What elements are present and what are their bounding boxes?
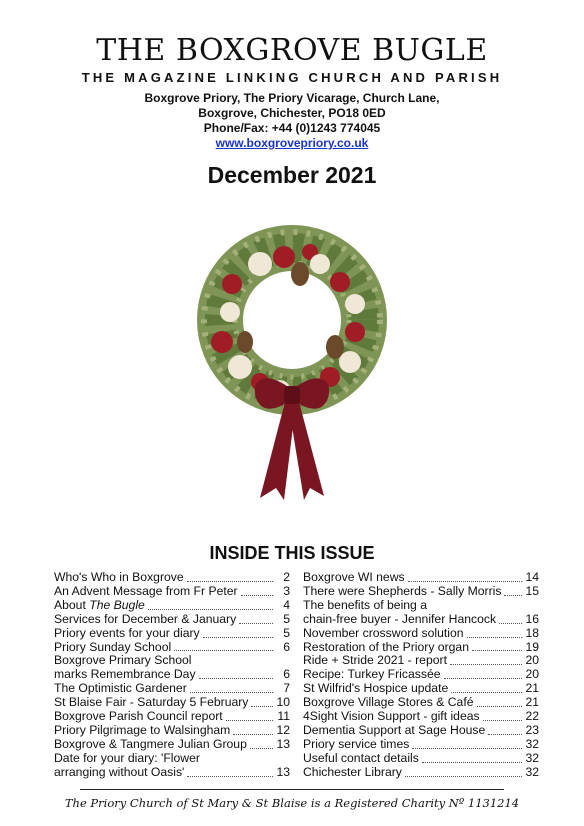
contents-page: 6 <box>283 639 290 654</box>
contents-item[interactable] <box>303 696 539 710</box>
contents-title: St Blaise Fair - Saturday 5 February <box>54 695 249 710</box>
contents-page: 4 <box>283 597 290 612</box>
contents-page: 16 <box>525 611 539 626</box>
inside-this-issue-heading: INSIDE THIS ISSUE <box>209 543 375 563</box>
contents-page: 18 <box>525 625 539 640</box>
contents-item[interactable] <box>54 571 290 585</box>
contents-title: Boxgrove Primary School <box>54 653 192 668</box>
contents-item[interactable] <box>303 766 539 780</box>
contents-item[interactable] <box>303 668 539 682</box>
charity-footer: The Priory Church of St Mary & St Blaise is a Registered Charity Nº 1131214 <box>64 796 520 810</box>
contents-page: 12 <box>276 722 290 737</box>
contents-title: Dementia Support at Sage House <box>303 722 486 737</box>
contents-item[interactable] <box>54 668 290 682</box>
contents-title: Boxgrove Parish Council report <box>54 709 223 724</box>
contents-page: 5 <box>283 611 290 626</box>
contents-item[interactable] <box>303 613 539 627</box>
contents-item[interactable] <box>303 627 539 641</box>
contents-page: 14 <box>525 570 539 584</box>
contents-title: marks Remembrance Day <box>54 667 196 682</box>
contents-page: 13 <box>276 764 290 779</box>
contents-page: 5 <box>283 625 290 640</box>
contents-title: Priory Pilgrimage to Walsingham <box>54 722 231 737</box>
contents-title: chain-free buyer - Jennifer Hancock <box>303 611 497 626</box>
contents-right-column <box>303 571 539 780</box>
address-line-1: Boxgrove Priory, The Priory Vicarage, Church Lane, <box>144 91 440 105</box>
contents-item[interactable] <box>303 585 539 599</box>
contents-title: Priory events for your diary <box>54 625 200 640</box>
contents-item[interactable] <box>54 710 290 724</box>
contents-item[interactable] <box>54 696 290 710</box>
christmas-wreath-image <box>160 212 424 512</box>
contents-page: 32 <box>525 750 539 765</box>
contents-page: 3 <box>283 583 290 598</box>
contents-title: Boxgrove Village Stores & Café <box>303 695 474 710</box>
contents-item[interactable] <box>54 585 290 599</box>
contents-title: November crossword solution <box>303 625 464 640</box>
contents-title: Who's Who in Boxgrove <box>54 570 184 584</box>
address-line-2: Boxgrove, Chichester, PO18 0ED <box>198 106 386 120</box>
contents-item[interactable] <box>303 641 539 655</box>
contents-title: 4Sight Vision Support - gift ideas <box>303 709 480 724</box>
contents-item[interactable] <box>54 641 290 655</box>
contents-item[interactable] <box>303 752 539 766</box>
contents-page: 32 <box>525 764 539 779</box>
contents-item[interactable] <box>54 627 290 641</box>
contents-title: Recipe: Turkey Fricassée <box>303 667 441 682</box>
contents-title: Boxgrove WI news <box>303 570 405 584</box>
contents-page: 21 <box>525 681 539 696</box>
contents-item[interactable] <box>303 724 539 738</box>
contents-left-column <box>54 571 290 780</box>
contents-title: Priory service times <box>303 736 410 751</box>
contents-title: Priory Sunday School <box>54 639 172 654</box>
contents-item[interactable] <box>54 613 290 627</box>
contents-page: 10 <box>276 695 290 710</box>
contents-page: 6 <box>283 667 290 682</box>
contents-title: There were Shepherds - Sally Morris <box>303 583 502 598</box>
contents-item[interactable] <box>54 654 290 668</box>
contents-page: 11 <box>277 709 290 724</box>
contents-item[interactable] <box>303 738 539 752</box>
contents-title: Date for your diary: 'Flower <box>54 750 200 765</box>
website-line <box>0 136 584 151</box>
contents-title: arranging without Oasis' <box>54 764 185 779</box>
contents-page: 20 <box>525 667 539 682</box>
contents-title: Restoration of the Priory organ <box>303 639 469 654</box>
contents-page: 32 <box>525 736 539 751</box>
contents-item[interactable] <box>303 599 539 613</box>
footer-divider <box>80 789 504 790</box>
contents-title: An Advent Message from Fr Peter <box>54 583 238 598</box>
contents-page: 19 <box>525 639 539 654</box>
contents-item[interactable] <box>303 682 539 696</box>
contents-item[interactable] <box>54 682 290 696</box>
contents-page: 21 <box>525 695 539 710</box>
masthead-tagline: THE MAGAZINE LINKING CHURCH AND PARISH <box>81 70 503 85</box>
contents-item[interactable] <box>303 654 539 668</box>
contents-page: 2 <box>283 570 290 584</box>
wreath-ribbon-bow <box>255 378 329 500</box>
contents-page: 15 <box>525 583 539 598</box>
contents-title: Services for December & January <box>54 611 237 626</box>
contents-page: 20 <box>525 653 539 668</box>
contents-page: 13 <box>276 736 290 751</box>
contents-title: St Wilfrid's Hospice update <box>303 681 449 696</box>
website-link[interactable]: www.boxgrovepriory.co.uk <box>215 136 369 150</box>
contents-item[interactable] <box>54 766 290 780</box>
issue-date: December 2021 <box>207 162 377 188</box>
contents-title: Boxgrove & Tangmere Julian Group <box>54 736 247 751</box>
masthead-title: THE BOXGROVE BUGLE <box>96 33 488 68</box>
contents-title: The Optimistic Gardener <box>54 681 187 696</box>
contents-title: Useful contact details <box>303 750 419 765</box>
contents-item[interactable] <box>54 724 290 738</box>
contents-item[interactable] <box>54 599 290 613</box>
contents-page: 7 <box>283 681 290 696</box>
contents-title: About The Bugle <box>54 597 145 612</box>
contents-page: 23 <box>525 722 539 737</box>
contents-title: The benefits of being a <box>303 597 427 612</box>
contents-item[interactable] <box>303 710 539 724</box>
contents-item[interactable] <box>54 738 290 752</box>
contents-item[interactable] <box>303 571 539 585</box>
contents-title: Chichester Library <box>303 764 402 779</box>
contents-item[interactable] <box>54 752 290 766</box>
contents-page: 22 <box>525 709 539 724</box>
contents-title: Ride + Stride 2021 - report <box>303 653 447 668</box>
phone-fax: Phone/Fax: +44 (0)1243 774045 <box>203 121 381 135</box>
